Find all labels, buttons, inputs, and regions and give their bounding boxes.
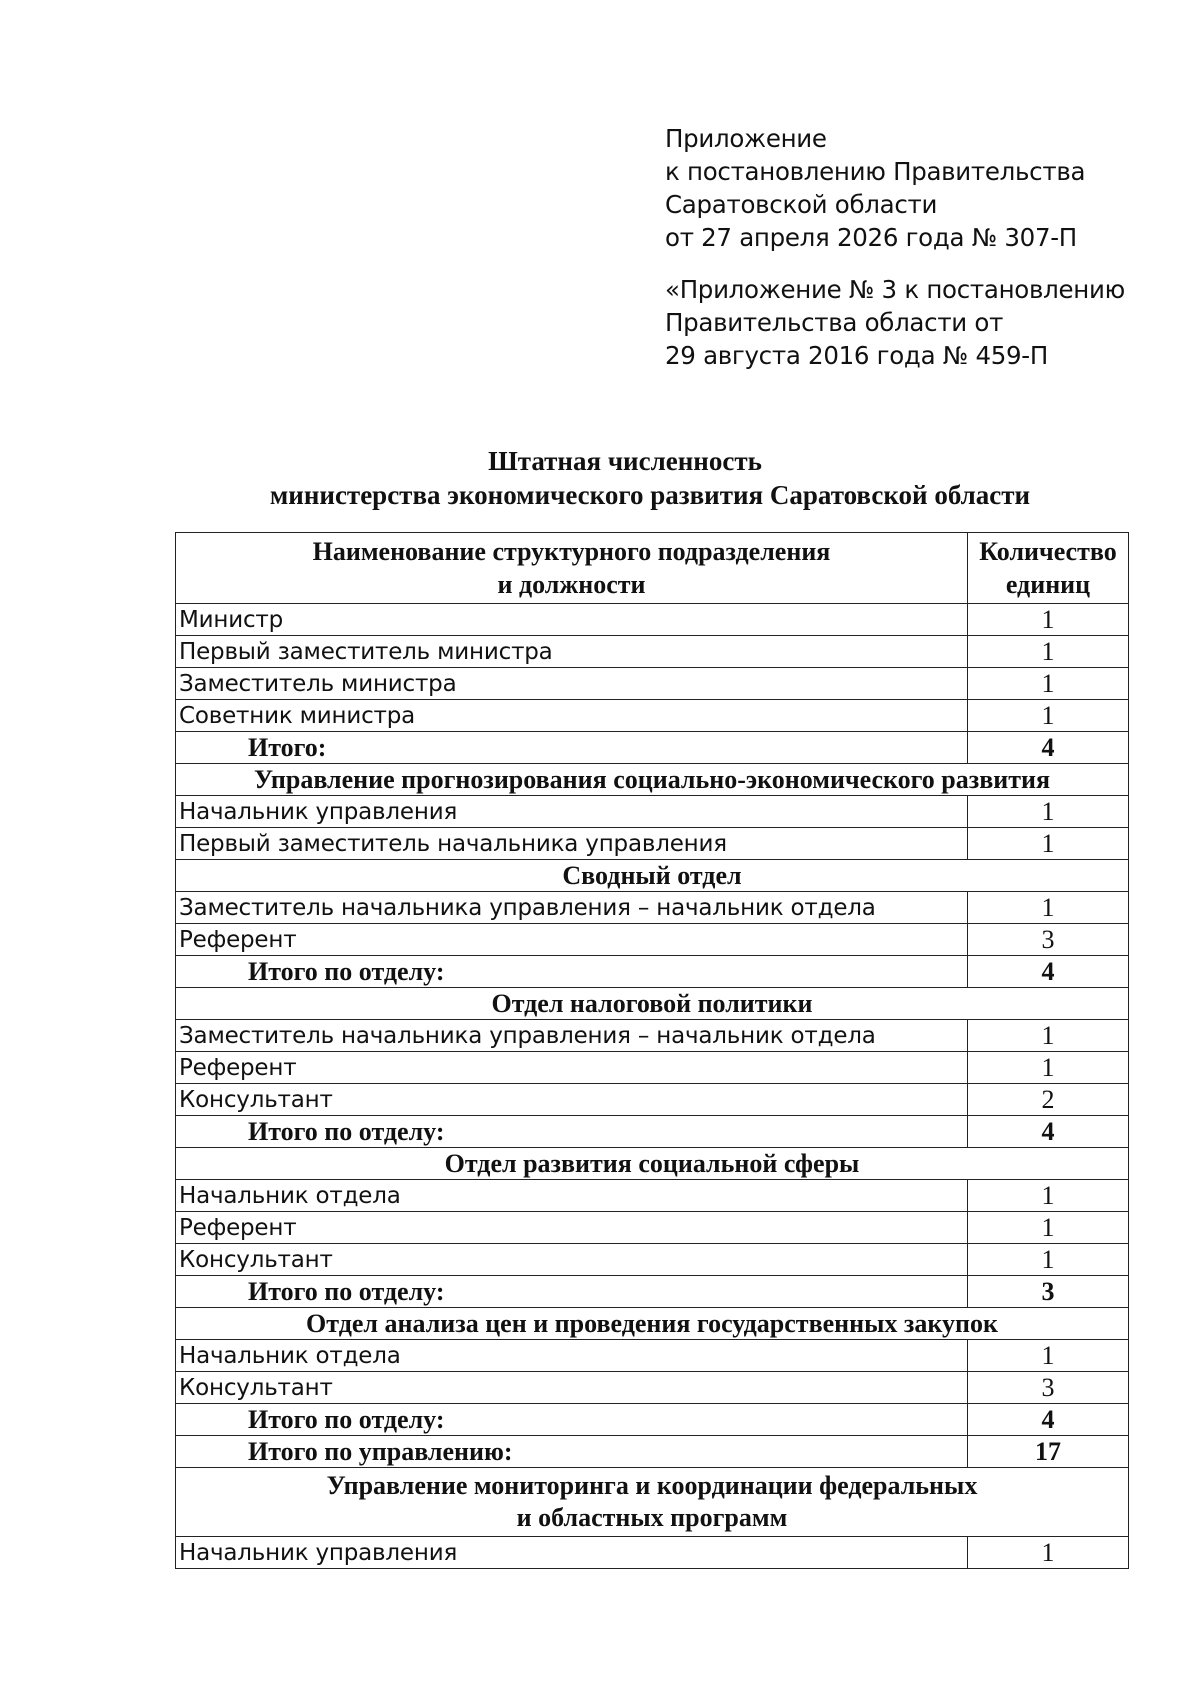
position-count: 1 bbox=[968, 700, 1129, 732]
total-count: 4 bbox=[968, 956, 1129, 988]
position-name: Начальник управления bbox=[176, 1537, 968, 1569]
total-row bbox=[176, 1404, 1129, 1436]
position-name: Консультант bbox=[176, 1084, 968, 1116]
header-count-column: Количество единиц bbox=[968, 533, 1129, 604]
position-count: 1 bbox=[968, 1052, 1129, 1084]
table-row bbox=[176, 1372, 1129, 1404]
position-count: 1 bbox=[968, 796, 1129, 828]
appendix-line: к постановлению Правительства bbox=[665, 157, 1086, 186]
table-row bbox=[176, 1084, 1129, 1116]
position-name: Референт bbox=[176, 1052, 968, 1084]
table-header-row bbox=[176, 533, 1129, 604]
directorate-title: Управление прогнозирования социально-экономического развития bbox=[176, 764, 1129, 796]
total-row bbox=[176, 732, 1129, 764]
position-count: 1 bbox=[968, 668, 1129, 700]
table-row bbox=[176, 828, 1129, 860]
staffing-table bbox=[175, 532, 1129, 1569]
appendix-line: Саратовской области bbox=[665, 190, 938, 219]
header-name-column: Наименование структурного подразделения и должности bbox=[176, 533, 968, 604]
position-name: Консультант bbox=[176, 1244, 968, 1276]
department-title: Отдел развития социальной сферы bbox=[176, 1148, 1129, 1180]
position-name: Начальник отдела bbox=[176, 1180, 968, 1212]
total-count: 4 bbox=[968, 732, 1129, 764]
total-label: Итого: bbox=[176, 732, 968, 764]
position-count: 1 bbox=[968, 892, 1129, 924]
position-name: Заместитель начальника управления – начальник отдела bbox=[176, 1020, 968, 1052]
appendix-block bbox=[665, 122, 1125, 372]
prior-appendix-line: 29 августа 2016 года № 459-П bbox=[665, 341, 1048, 370]
table-row bbox=[176, 636, 1129, 668]
total-count: 4 bbox=[968, 1116, 1129, 1148]
table-row bbox=[176, 604, 1129, 636]
title-line-2: министерства экономического развития Саратовской области bbox=[269, 480, 1031, 510]
position-count: 1 bbox=[968, 1340, 1129, 1372]
table-row bbox=[176, 1212, 1129, 1244]
position-count: 3 bbox=[968, 924, 1129, 956]
total-count: 4 bbox=[968, 1404, 1129, 1436]
position-name: Референт bbox=[176, 924, 968, 956]
table-row bbox=[176, 668, 1129, 700]
total-row bbox=[176, 1276, 1129, 1308]
title-line-1: Штатная численность bbox=[488, 446, 762, 476]
directorate-total-row bbox=[176, 1436, 1129, 1468]
table-row bbox=[176, 1020, 1129, 1052]
section-row bbox=[176, 1308, 1129, 1340]
prior-appendix-line: «Приложение № 3 к постановлению bbox=[665, 275, 1125, 304]
total-count: 17 bbox=[968, 1436, 1129, 1468]
total-label: Итого по отделу: bbox=[176, 1404, 968, 1436]
total-label: Итого по отделу: bbox=[176, 956, 968, 988]
table-row bbox=[176, 1052, 1129, 1084]
total-row bbox=[176, 1116, 1129, 1148]
position-name: Первый заместитель начальника управления bbox=[176, 828, 968, 860]
appendix-line: от 27 апреля 2026 года № 307-П bbox=[665, 223, 1077, 252]
table-row bbox=[176, 1537, 1129, 1569]
position-name: Начальник управления bbox=[176, 796, 968, 828]
table-row bbox=[176, 1340, 1129, 1372]
department-title: Сводный отдел bbox=[176, 860, 1129, 892]
position-count: 1 bbox=[968, 1537, 1129, 1569]
table-row bbox=[176, 796, 1129, 828]
position-name: Первый заместитель министра bbox=[176, 636, 968, 668]
position-count: 1 bbox=[968, 636, 1129, 668]
table-row bbox=[176, 892, 1129, 924]
directorate-title: Управление мониторинга и координации федеральных и областных программ bbox=[176, 1468, 1129, 1537]
total-label: Итого по отделу: bbox=[176, 1116, 968, 1148]
position-count: 1 bbox=[968, 1020, 1129, 1052]
department-title: Отдел налоговой политики bbox=[176, 988, 1129, 1020]
position-count: 1 bbox=[968, 1212, 1129, 1244]
position-count: 1 bbox=[968, 1244, 1129, 1276]
section-row bbox=[176, 1468, 1129, 1537]
appendix-line: Приложение bbox=[665, 124, 827, 153]
position-name: Заместитель министра bbox=[176, 668, 968, 700]
table-row bbox=[176, 700, 1129, 732]
document-title bbox=[0, 444, 1200, 512]
section-row bbox=[176, 764, 1129, 796]
position-name: Советник министра bbox=[176, 700, 968, 732]
position-count: 2 bbox=[968, 1084, 1129, 1116]
total-label: Итого по управлению: bbox=[176, 1436, 968, 1468]
section-row bbox=[176, 860, 1129, 892]
total-count: 3 bbox=[968, 1276, 1129, 1308]
position-count: 1 bbox=[968, 604, 1129, 636]
section-row bbox=[176, 988, 1129, 1020]
position-count: 1 bbox=[968, 1180, 1129, 1212]
prior-appendix-line: Правительства области от bbox=[665, 308, 1004, 337]
total-row bbox=[176, 956, 1129, 988]
position-name: Консультант bbox=[176, 1372, 968, 1404]
table-row bbox=[176, 924, 1129, 956]
position-name: Министр bbox=[176, 604, 968, 636]
section-row bbox=[176, 1148, 1129, 1180]
table-row bbox=[176, 1180, 1129, 1212]
position-name: Референт bbox=[176, 1212, 968, 1244]
position-count: 3 bbox=[968, 1372, 1129, 1404]
position-name: Заместитель начальника управления – начальник отдела bbox=[176, 892, 968, 924]
total-label: Итого по отделу: bbox=[176, 1276, 968, 1308]
position-count: 1 bbox=[968, 828, 1129, 860]
table-row bbox=[176, 1244, 1129, 1276]
department-title: Отдел анализа цен и проведения государственных закупок bbox=[176, 1308, 1129, 1340]
position-name: Начальник отдела bbox=[176, 1340, 968, 1372]
